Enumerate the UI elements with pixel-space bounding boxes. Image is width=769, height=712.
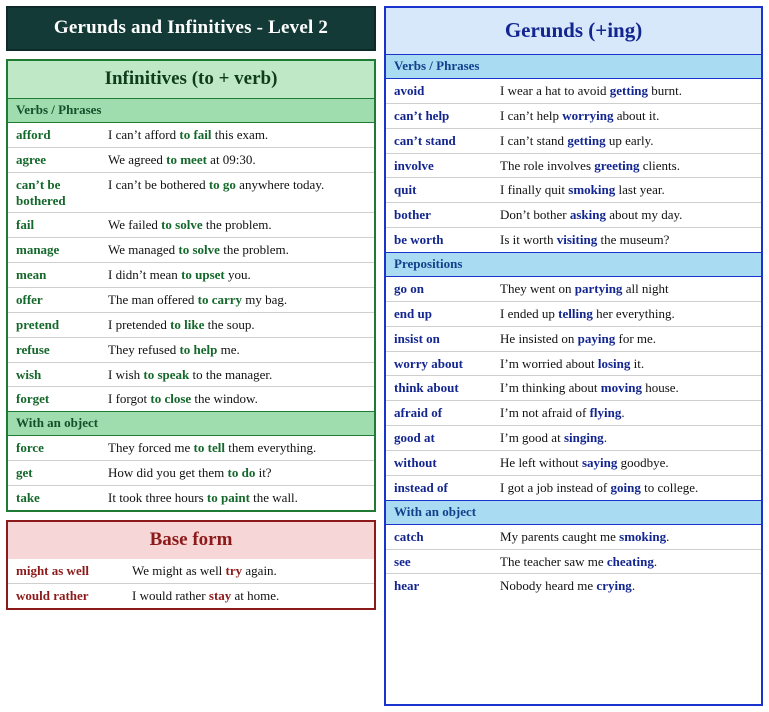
- example-suffix: up early.: [605, 132, 654, 148]
- entry-term: fail: [8, 213, 100, 238]
- example-prefix: The man offered: [108, 292, 198, 308]
- entry-example: [492, 426, 761, 451]
- entry-example: [100, 263, 374, 288]
- entry-term: pretend: [8, 312, 100, 337]
- example-suffix: all night: [622, 281, 669, 297]
- entry-term: without: [386, 451, 492, 476]
- table-row: [386, 376, 761, 401]
- example-prefix: I can’t help: [500, 107, 563, 123]
- table-row: [386, 277, 761, 301]
- example-prefix: They went on: [500, 281, 575, 297]
- example-prefix: I wish: [108, 366, 144, 382]
- right-column: [384, 6, 763, 706]
- example-prefix: I’m thinking about: [500, 380, 601, 396]
- entry-table: [386, 277, 761, 500]
- table-row: [8, 263, 374, 288]
- example-highlight: moving: [600, 380, 642, 396]
- entry-example: [492, 277, 761, 301]
- example-highlight: flying: [589, 405, 622, 421]
- entry-term: bother: [386, 203, 492, 228]
- example-highlight: stay: [208, 587, 232, 603]
- table-row: [386, 228, 761, 252]
- example-highlight: going: [610, 479, 641, 495]
- entry-term: hear: [394, 578, 420, 594]
- base-form-body: [8, 559, 374, 608]
- table-row: [8, 486, 374, 510]
- example-suffix: the wall.: [249, 490, 298, 506]
- table-row: [8, 387, 374, 411]
- entry-example: [100, 461, 374, 486]
- table-row: [8, 362, 374, 387]
- example-prefix: I can’t stand: [500, 132, 568, 148]
- entry-example: [100, 123, 374, 147]
- entry-example: [100, 288, 374, 313]
- example-prefix: We might as well: [132, 562, 226, 578]
- example-suffix: her everything.: [592, 305, 675, 321]
- example-prefix: I got a job instead of: [500, 479, 611, 495]
- example-highlight: to close: [150, 391, 192, 407]
- section-header: Verbs / Phrases: [386, 54, 761, 79]
- table-row: [386, 301, 761, 326]
- entry-example: [124, 559, 374, 583]
- table-row: [386, 426, 761, 451]
- entry-term: involve: [386, 153, 492, 178]
- example-prefix: How did you get them: [108, 465, 228, 481]
- entry-term: good at: [386, 426, 492, 451]
- entry-example: [492, 228, 761, 252]
- example-highlight: getting: [567, 132, 606, 148]
- example-highlight: try: [225, 562, 243, 578]
- example-highlight: visiting: [556, 232, 598, 248]
- example-prefix: He left without: [500, 455, 582, 471]
- example-prefix: I wear a hat to avoid: [500, 83, 610, 98]
- example-suffix: the soup.: [204, 316, 255, 332]
- example-prefix: I’m worried about: [500, 355, 598, 371]
- table-row: [8, 172, 374, 213]
- table-row: [8, 559, 374, 583]
- table-row: [386, 326, 761, 351]
- section-header: With an object: [8, 411, 374, 436]
- entry-term: force: [8, 436, 100, 460]
- entry-table: [8, 559, 374, 608]
- entry-term: quit: [386, 178, 492, 203]
- entry-term: get: [8, 461, 100, 486]
- example-prefix: My parents caught me: [500, 528, 620, 544]
- example-prefix: I didn’t mean: [108, 267, 182, 283]
- example-suffix: you.: [224, 267, 251, 283]
- example-suffix: the window.: [191, 391, 258, 407]
- example-suffix: me.: [217, 341, 240, 357]
- example-prefix: Is it worth: [500, 232, 557, 248]
- table-row: [386, 574, 761, 598]
- example-suffix: to the manager.: [189, 366, 273, 382]
- entry-term: mean: [8, 263, 100, 288]
- example-prefix: He insisted on: [500, 330, 578, 346]
- example-prefix: We failed: [108, 217, 162, 233]
- entry-example: [492, 376, 761, 401]
- example-highlight: smoking: [568, 182, 616, 198]
- example-highlight: to solve: [178, 242, 220, 258]
- left-column: [6, 6, 376, 706]
- entry-example: [100, 172, 374, 213]
- entry-term: manage: [8, 238, 100, 263]
- entry-example: [492, 178, 761, 203]
- table-row: [8, 213, 374, 238]
- example-suffix: anywhere today.: [235, 176, 325, 192]
- example-prefix: The teacher saw me: [500, 553, 607, 569]
- infinitives-card: [6, 59, 376, 512]
- example-prefix: Nobody heard me: [500, 578, 597, 594]
- example-highlight: to paint: [206, 490, 250, 506]
- example-suffix: my bag.: [242, 292, 288, 308]
- entry-table: [8, 436, 374, 510]
- entry-example: [100, 213, 374, 238]
- entry-example: [100, 486, 374, 510]
- gerunds-heading: Gerunds (+ing): [386, 8, 761, 54]
- example-highlight: to tell: [193, 440, 225, 456]
- table-row: [386, 451, 761, 476]
- example-suffix: .: [631, 578, 636, 594]
- example-highlight: to speak: [143, 366, 190, 382]
- example-suffix: for me.: [615, 330, 657, 346]
- example-highlight: to upset: [181, 267, 225, 283]
- example-highlight: to like: [170, 316, 205, 332]
- table-row: [386, 351, 761, 376]
- example-highlight: greeting: [594, 157, 640, 173]
- entry-example: [492, 549, 761, 574]
- example-suffix: the museum?: [597, 232, 670, 248]
- table-row: [8, 312, 374, 337]
- entry-example: [100, 147, 374, 172]
- entry-table: [8, 123, 374, 411]
- entry-term: afraid of: [386, 401, 492, 426]
- table-row: [8, 147, 374, 172]
- entry-example: [492, 301, 761, 326]
- example-suffix: last year.: [615, 182, 665, 198]
- entry-term: see: [386, 549, 492, 574]
- example-highlight: to help: [179, 341, 218, 357]
- example-prefix: We managed: [108, 242, 179, 258]
- example-prefix: We agreed: [108, 151, 167, 167]
- example-suffix: it?: [255, 465, 272, 481]
- example-highlight: cheating: [606, 553, 654, 569]
- entry-term: refuse: [8, 337, 100, 362]
- example-suffix: about my day.: [605, 207, 683, 223]
- entry-example: [100, 238, 374, 263]
- example-suffix: it.: [630, 355, 645, 371]
- example-suffix: clients.: [639, 157, 680, 173]
- example-highlight: paying: [577, 330, 616, 346]
- table-row: [8, 238, 374, 263]
- example-suffix: burnt.: [648, 83, 682, 98]
- example-highlight: telling: [558, 305, 593, 321]
- table-row: [8, 583, 374, 607]
- entry-term: can’t stand: [386, 128, 492, 153]
- table-row: [386, 103, 761, 128]
- table-row: [386, 401, 761, 426]
- example-prefix: I can’t afford: [108, 127, 180, 142]
- entry-example: [492, 103, 761, 128]
- entry-term: can’t help: [386, 103, 492, 128]
- entry-table: [386, 525, 761, 599]
- entry-example: [492, 574, 761, 598]
- example-suffix: to college.: [640, 479, 699, 495]
- example-prefix: I pretended: [108, 316, 171, 332]
- base-form-card: [6, 520, 376, 610]
- table-row: [386, 549, 761, 574]
- example-highlight: crying: [596, 578, 632, 594]
- entry-example: [492, 203, 761, 228]
- example-suffix: them everything.: [224, 440, 317, 456]
- table-row: [386, 153, 761, 178]
- entry-term: agree: [8, 147, 100, 172]
- example-prefix: I would rather: [132, 587, 209, 603]
- example-prefix: I forgot: [108, 391, 151, 407]
- entry-example: [100, 436, 374, 460]
- entry-term: go on: [386, 277, 492, 301]
- entry-term: might as well: [8, 559, 124, 583]
- infinitives-heading: Infinitives (to + verb): [8, 61, 374, 98]
- entry-term: would rather: [16, 587, 89, 603]
- entry-example: [492, 128, 761, 153]
- example-highlight: to do: [227, 465, 256, 481]
- example-suffix: at home.: [231, 587, 280, 603]
- example-suffix: the problem.: [202, 217, 272, 233]
- example-suffix: .: [603, 430, 607, 446]
- entry-example: [100, 362, 374, 387]
- table-row: [8, 288, 374, 313]
- example-prefix: I’m good at: [500, 430, 564, 446]
- section-header: Verbs / Phrases: [8, 98, 374, 123]
- entry-example: [100, 312, 374, 337]
- entry-term: forget: [16, 391, 50, 407]
- table-row: [8, 123, 374, 147]
- table-row: [386, 79, 761, 103]
- example-prefix: The role involves: [500, 157, 595, 173]
- table-row: [386, 178, 761, 203]
- example-highlight: to carry: [197, 292, 243, 308]
- example-suffix: the problem.: [219, 242, 289, 258]
- example-highlight: worrying: [562, 107, 614, 123]
- example-prefix: I finally quit: [500, 182, 569, 198]
- entry-term: take: [16, 490, 40, 506]
- entry-example: [492, 475, 761, 499]
- entry-term: offer: [8, 288, 100, 313]
- example-highlight: to solve: [161, 217, 203, 233]
- example-suffix: house.: [641, 380, 679, 396]
- table-row: [8, 461, 374, 486]
- example-prefix: I’m not afraid of: [500, 405, 590, 421]
- example-suffix: .: [621, 405, 625, 421]
- entry-term: avoid: [386, 79, 492, 103]
- entry-example: [124, 583, 374, 607]
- example-prefix: They refused: [108, 341, 180, 357]
- example-highlight: saying: [582, 455, 618, 471]
- section-header: Prepositions: [386, 252, 761, 277]
- example-suffix: .: [666, 528, 670, 544]
- entry-term: be worth: [394, 232, 444, 248]
- entry-example: [492, 525, 761, 549]
- table-row: [386, 525, 761, 549]
- entry-term: insist on: [386, 326, 492, 351]
- table-row: [386, 475, 761, 499]
- example-suffix: .: [653, 553, 658, 569]
- example-highlight: to go: [208, 176, 236, 192]
- table-row: [8, 337, 374, 362]
- entry-example: [492, 153, 761, 178]
- entry-term: catch: [386, 525, 492, 549]
- entry-term: end up: [386, 301, 492, 326]
- example-prefix: Don’t bother: [500, 207, 570, 223]
- entry-example: [492, 451, 761, 476]
- entry-term: instead of: [394, 479, 448, 495]
- entry-term: afford: [8, 123, 100, 147]
- example-highlight: partying: [574, 281, 623, 297]
- entry-example: [100, 337, 374, 362]
- entry-example: [100, 387, 374, 411]
- example-suffix: again.: [242, 562, 277, 578]
- base-form-heading: Base form: [8, 522, 374, 559]
- example-prefix: It took three hours: [108, 490, 207, 506]
- entry-example: [492, 401, 761, 426]
- example-highlight: singing: [563, 430, 604, 446]
- example-highlight: smoking: [619, 528, 667, 544]
- example-highlight: to fail: [179, 127, 212, 142]
- example-suffix: about it.: [613, 107, 660, 123]
- example-suffix: goodbye.: [617, 455, 669, 471]
- example-highlight: to meet: [166, 151, 207, 167]
- entry-term: wish: [8, 362, 100, 387]
- table-row: [386, 203, 761, 228]
- example-highlight: asking: [569, 207, 606, 223]
- entry-example: [492, 326, 761, 351]
- entry-term: think about: [386, 376, 492, 401]
- infinitives-body: [8, 98, 374, 510]
- example-highlight: getting: [609, 83, 649, 98]
- entry-example: [492, 79, 761, 103]
- example-suffix: this exam.: [211, 127, 269, 142]
- entry-term: can’t be bothered: [8, 172, 100, 213]
- entry-table: [386, 79, 761, 252]
- table-row: [8, 436, 374, 460]
- gerunds-card: [384, 6, 763, 706]
- section-header: With an object: [386, 500, 761, 525]
- example-prefix: They forced me: [108, 440, 194, 456]
- example-prefix: I ended up: [500, 305, 559, 321]
- entry-term: worry about: [386, 351, 492, 376]
- page-title: Gerunds and Infinitives - Level 2: [6, 6, 376, 51]
- example-prefix: I can’t be bothered: [108, 176, 209, 192]
- example-suffix: at 09:30.: [206, 151, 256, 167]
- table-row: [386, 128, 761, 153]
- gerunds-body: [386, 54, 761, 598]
- example-highlight: losing: [597, 355, 631, 371]
- entry-example: [492, 351, 761, 376]
